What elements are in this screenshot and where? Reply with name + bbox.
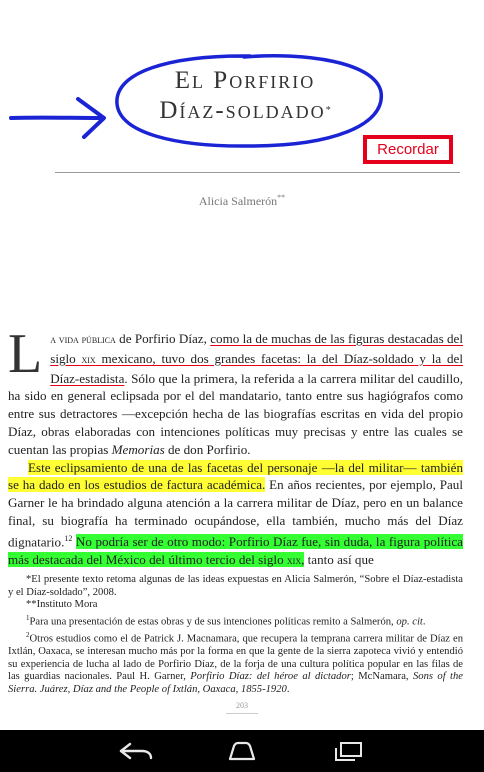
footnote-1-opcit: op. cit <box>396 616 423 628</box>
chapter-title-line1: El Porfirio <box>174 67 316 94</box>
home-icon <box>224 740 260 762</box>
recent-apps-icon <box>330 740 366 762</box>
footnotes <box>8 574 463 696</box>
p1-century: xix <box>81 353 96 366</box>
footnote-1-mark: 1 <box>26 613 30 622</box>
footnote-2-text-a: Otros estudios como el de Patrick J. Macnamara, que recupera la temprana carrera militar de Díaz en Ixtlán, Oaxaca, se interesan mucho más por la forma en que la gente de la sierra zapoteca vivió y entendió su experiencia de lucha al lado de Porfirio Díaz, de la forja de una cultura política popular en las filas de las guardias nacionales. Paul H. Garner, <box>8 633 463 683</box>
chapter-title <box>120 66 370 126</box>
footnote-2-end: . <box>286 683 290 695</box>
p2-text-c: tanto así que <box>304 551 374 567</box>
chapter-title-line2-text: Díaz-soldado <box>159 97 326 124</box>
p1-text-d: . Sólo que la primera, la referida a la carrera militar del caudillo, ha sido en general eclipsada por el del mandatario, tanto entre sus hagiógrafos como entre sus detractores —excepción hecha de las biografías escritas en vida del propio Díaz, obras elaboradas con intenciones políticas muy precisas y entre las cuales se cuentan las propias <box>8 370 463 457</box>
paragraph-1 <box>8 323 463 459</box>
paragraph-2 <box>8 459 463 571</box>
p1-memorias: Memorias <box>111 441 165 457</box>
recent-apps-button[interactable] <box>326 736 370 766</box>
p2-comma: , <box>301 551 305 567</box>
footnote-ref-12[interactable]: 12 <box>64 533 73 543</box>
footnote-2-title-garner: Porfirio Díaz: del héroe al dictador <box>190 671 351 683</box>
title-divider <box>55 172 460 173</box>
author-name: Alicia Salmerón <box>198 194 278 208</box>
p1-lead-in: a vida pública <box>50 334 116 346</box>
drop-cap: L <box>8 323 43 385</box>
footnote-2 <box>8 629 463 697</box>
back-button[interactable] <box>114 736 158 766</box>
footnote-1-end: . <box>422 616 426 628</box>
author-line <box>0 193 484 209</box>
right-arrow-icon <box>11 99 104 137</box>
footnote-2-title-mcnamara: Sons of the Sierra. Juárez, Díaz and the People of Ixtlán, Oaxaca, 1855-1920 <box>8 671 464 695</box>
p2-text-a: En años recientes, por ejemplo, Paul Garner le ha brindado alguna atención a la carrera militar de Díaz, pero en un balance final, su biografía ha terminado ocupándose, ella también, mucho más del Díaz dignatario. <box>8 477 463 550</box>
p1-text-a: de Porfirio Díaz, <box>115 331 211 346</box>
p1-text-e: de don Porfirio. <box>164 441 251 457</box>
chapter-body <box>8 323 463 571</box>
home-button[interactable] <box>220 736 264 766</box>
page-number: 203 <box>236 701 248 710</box>
back-icon <box>118 740 154 762</box>
footnote-1-text: Para una presentación de estas obras y de sus intenciones políticas remito a Salmerón, <box>29 616 397 628</box>
author-footnote-mark: ** <box>277 193 286 202</box>
p2-century: xix <box>286 554 302 567</box>
footnote-2-mark: 2 <box>26 630 30 639</box>
footnote-author-1: *El presente texto retoma algunas de las ideas expuestas en Alicia Salmerón, “Sobre el Díaz-estadista y el Díaz-soldado”, 2008. <box>8 574 463 598</box>
recordar-button[interactable]: Recordar <box>363 135 453 164</box>
chapter-title-footnote-mark: * <box>325 105 331 116</box>
p1-text-b: como la de muchas de las figuras destacadas del siglo <box>50 331 463 366</box>
p2-text-b: No podría ser de otro modo: Porfirio Díaz fue, sin duda, la figura política más destacada del México del último tercio del siglo <box>8 534 463 567</box>
chapter-title-line2 <box>120 96 370 126</box>
highlight-yellow[interactable]: Este eclipsamiento de una de las facetas del personaje —la del militar— también se ha dado en los estudios de factura académica. <box>8 459 463 493</box>
footnote-author-2: **Instituto Mora <box>26 599 98 611</box>
page-number-rule <box>226 713 258 714</box>
footnote-2-text-b: ; McNamara, <box>350 671 413 683</box>
android-nav-bar <box>0 730 484 772</box>
footnote-1 <box>8 612 463 629</box>
highlight-green[interactable] <box>8 534 463 567</box>
p1-text-c: mexicano, tuvo dos grandes facetas: la del Díaz-soldado y la del Díaz-estadista <box>50 350 463 386</box>
